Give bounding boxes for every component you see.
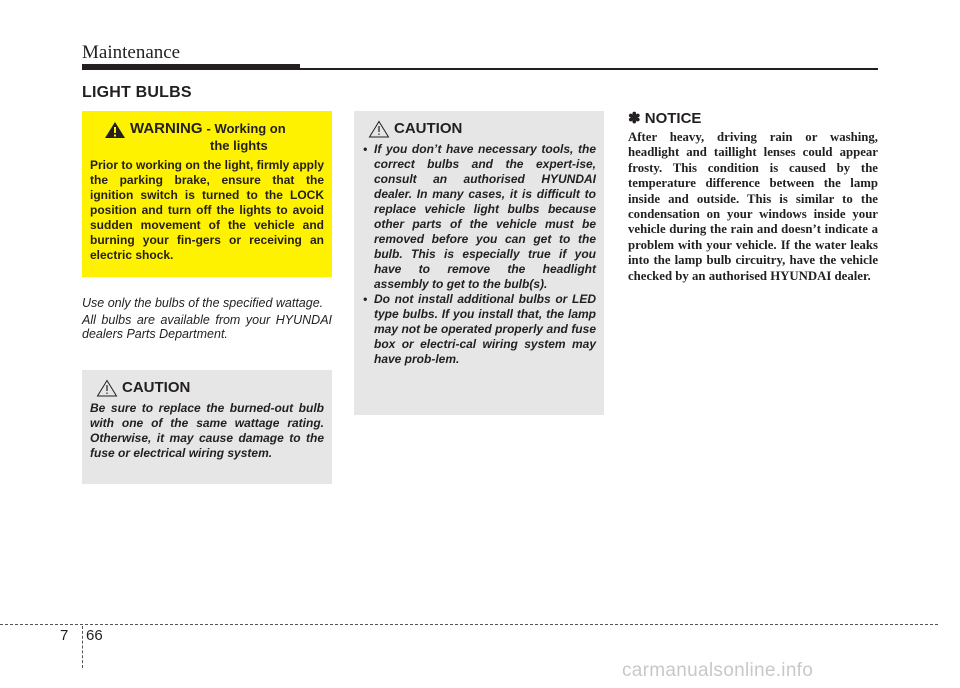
bullet-dot: • [363,292,368,306]
bullet-text: If you don’t have necessary tools, the correct bulbs and the expert-ise, consult an authorised HYUNDAI dealer. In many cases, it is difficult to replace vehicle light bulbs because other parts of the vehicle must be removed before you can get to the bulb. This is especially true if you have to remove the headlight assembly to get to the bulb(s). [374,142,596,291]
header-rule-thick [82,64,300,70]
list-item [362,292,596,367]
caution-left-header [90,379,324,397]
list-item [362,142,596,292]
caution-right-header [362,120,596,138]
footer-vertical-divider [82,626,83,668]
warning-subtitle-line2: the lights [210,138,268,153]
section-title: LIGHT BULBS [82,84,192,101]
page-number: 66 [86,627,103,644]
caution-box-right [354,111,604,415]
notice-symbol-icon: ✽ [628,110,641,127]
notice-section [628,110,878,284]
warning-subtitle-line1: - Working on [206,121,286,136]
caution-left-text: Be sure to replace the burned-out bulb with one of the same wattage rating. Otherwise, it may cause damage to the fuse or electrical wiring system. [90,401,324,460]
watermark: carmanualsonline.info [622,660,814,681]
bullet-dot: • [363,142,368,156]
caution-box-left [82,370,332,484]
warning-header [90,121,324,139]
body-text [82,296,332,344]
caution-right-title: CAUTION [394,120,463,137]
bullet-text: Do not install additional bulbs or LED type bulbs. If you install that, the lamp may not be operated properly and fuse box or electri-cal wiring system may have prob-lem. [374,292,596,366]
caution-left-title: CAUTION [122,379,191,396]
notice-text: After heavy, driving rain or washing, headlight and taillight lenses could appear frosty. This condition is caused by the temperature difference between the lamp inside and outside. This is similar to the condensation on your windows inside your vehicle during the rain and doesn’t indicate a problem with your vehicle. If the water leaks into the lamp bulb circuitry, have the vehicle checked by an authorised HYUNDAI dealer. [628,130,878,283]
page-header-title: Maintenance [82,42,181,63]
caution-triangle-icon [368,120,390,138]
warning-text: Prior to working on the light, firmly apply the parking brake, ensure that the ignition switch is turned to the LOCK position and turn off the lights to avoid sudden movement of the vehicle and burning your fin-gers or receiving an electric shock. [90,158,325,262]
chapter-number: 7 [60,627,69,644]
warning-label: WARNING [130,120,203,137]
caution-right-bullets [362,142,596,367]
caution-triangle-icon [96,379,118,397]
body-paragraph-2: All bulbs are available from your HYUNDAI dealers Parts Department. [82,313,332,341]
footer-divider [0,624,938,625]
header-rule-thin [300,68,878,70]
warning-box [82,111,332,277]
notice-heading [628,110,878,128]
body-paragraph-1: Use only the bulbs of the specified wattage. [82,296,324,310]
warning-triangle-icon [104,121,126,139]
notice-title: NOTICE [644,110,702,127]
